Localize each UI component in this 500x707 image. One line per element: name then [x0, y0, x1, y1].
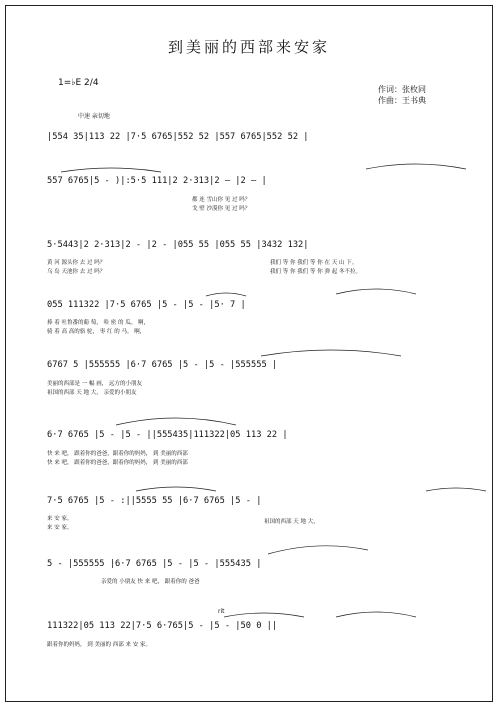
notation-row-2: 557 6765|5 - )|:5·5 111|2 2·313|2 — |2 — |	[47, 176, 267, 186]
lyric-row-2-verse-2: 戈 壁 沙漠你 见 过 吗？	[192, 206, 251, 212]
lyric-row-7-verse-3: 祖国的西部 天 地 大，	[264, 519, 319, 525]
notation-row-5: 6767 5 |555555 |6·7 6765 |5 - |5 - |555555 |	[47, 360, 278, 370]
lyric-row-4-verse-1: 捧 着 吐鲁番的葡 萄， 哈 密 的 瓜。 啊，	[47, 320, 149, 326]
lyricist-credit: 作词：张枚同	[378, 85, 426, 94]
slur-row-9	[224, 613, 304, 617]
slur-row-9-tail	[336, 612, 416, 617]
lyric-row-7-verse-2: 来 安 家。	[47, 525, 73, 531]
notation-row-1: |554 35|113 22 |7·5 6765|552 52 |557 6765|552 52 |	[47, 132, 309, 142]
key-signature: 1=♭E 2/4	[58, 78, 99, 88]
lyric-row-5-verse-1: 美丽的西部是 一 幅 画， 远方的小朋友	[47, 381, 142, 387]
lyric-row-3-verse-2b: 我们 等 你 我们 等 你 弹 起 冬不拉。	[270, 269, 361, 275]
slur-row-5	[261, 350, 401, 356]
lyric-row-8: 亲爱的 小朋友 快 来 吧， 跟着你的 爸爸	[101, 579, 200, 585]
slur-row-4-tail	[336, 289, 416, 294]
composer-credit: 作曲：王书典	[378, 96, 426, 105]
lyric-row-6-verse-2: 快 来 吧， 跟着你的爸爸，跟着你的妈妈， 到 美丽的西部	[47, 460, 188, 466]
ritardando-marking: rit	[218, 608, 225, 615]
score-sheet	[5, 5, 493, 702]
lyric-row-5-verse-2: 祖国的西部 天 地 大， 亲爱的小朋友	[47, 390, 137, 396]
slur-row-6	[116, 418, 236, 425]
lyric-row-7-verse-1: 来 安 家。	[47, 516, 73, 522]
lyric-row-9: 跟着你的妈妈， 到 美丽的 西部 来 安 家。	[47, 642, 151, 648]
slur-row-7-tail	[426, 488, 486, 491]
notation-row-7: 7·5 6765 |5 - :||5555 55 |6·7 6765 |5 - |	[47, 496, 262, 506]
lyric-row-4-verse-2: 骑 着 高 高的骆 驼， 枣 红 的 马。 啊，	[47, 329, 146, 335]
song-title: 到美丽的西部来安家	[167, 38, 330, 56]
lyric-row-3-verse-1a: 黄 河 源头你 去 过 吗？	[47, 260, 106, 266]
notation-row-6: 6·7 6765 |5 - |5 - ||555435|111322|05 113 22 |	[47, 430, 288, 440]
notation-row-8: 5 - |555555 |6·7 6765 |5 - |5 - |555435 |	[47, 559, 262, 569]
slur-overlay	[6, 6, 493, 702]
lyric-row-3-verse-1b: 我们 等 你 我们 等 你 在 天 山 下。	[270, 260, 358, 266]
lyric-row-2-verse-1: 都 连 雪山你 见 过 吗？	[192, 197, 251, 203]
lyric-row-6-verse-1: 快 来 吧， 跟着你的爸爸，跟着你的妈妈， 到 美丽的西部	[47, 451, 188, 457]
slur-row-8	[268, 546, 368, 554]
slur-row-4	[206, 293, 246, 296]
slur-row-2-tail	[366, 164, 466, 169]
notation-row-9: 111322|05 113 22|7·5 6·765|5 - |5 - |50 0 ||	[47, 621, 278, 631]
tempo-marking: 中速 亲切地	[78, 113, 110, 120]
slur-row-2	[61, 168, 161, 172]
lyric-row-3-verse-2a: 乌 岛 天池你 去 过 吗？	[47, 269, 106, 275]
slur-row-7	[136, 487, 216, 491]
notation-row-3: 5·5443|2 2·313|2 - |2 - |055 55 |055 55 |3432 132|	[47, 240, 309, 250]
notation-row-4: 055 111322 |7·5 6765 |5 - |5 - |5· 7 |	[47, 300, 246, 310]
